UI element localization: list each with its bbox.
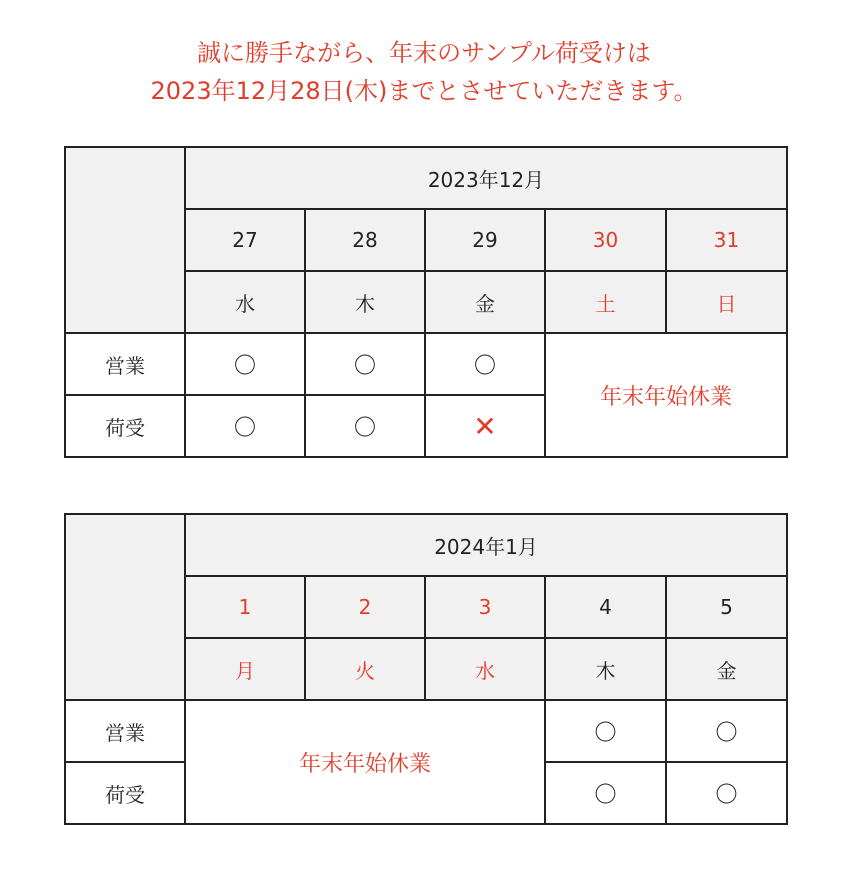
row-label-business: 営業: [65, 700, 185, 762]
calendar-table-2023-12: [64, 146, 788, 458]
weekday-cell: 水: [185, 271, 305, 333]
weekday-cell: 金: [425, 271, 545, 333]
open-mark: 〇: [666, 700, 787, 762]
calendar-table-2024-01: [64, 513, 788, 825]
month-header: 2023年12月: [185, 147, 787, 209]
row-label-receiving: 荷受: [65, 395, 185, 457]
date-cell: 5: [666, 576, 787, 638]
weekday-cell: 木: [545, 638, 666, 700]
date-cell-holiday: 2: [305, 576, 425, 638]
row-label-business: 営業: [65, 333, 185, 395]
weekday-cell-holiday: 月: [185, 638, 305, 700]
open-mark: 〇: [305, 395, 425, 457]
date-cell-holiday: 31: [666, 209, 787, 271]
weekday-cell-holiday: 水: [425, 638, 545, 700]
date-cell: 4: [545, 576, 666, 638]
open-mark: 〇: [185, 333, 305, 395]
row-label-receiving: 荷受: [65, 762, 185, 824]
month-header: 2024年1月: [185, 514, 787, 576]
weekday-cell-holiday: 土: [545, 271, 666, 333]
open-mark: 〇: [545, 762, 666, 824]
open-mark: 〇: [425, 333, 545, 395]
open-mark: 〇: [545, 700, 666, 762]
corner-cell: [65, 147, 185, 333]
closed-label: 年末年始休業: [185, 700, 545, 824]
closed-label: 年末年始休業: [545, 333, 787, 457]
date-cell-holiday: 1: [185, 576, 305, 638]
closure-notice: [0, 34, 848, 110]
notice-line-2: 2023年12月28日(木)までとさせていただきます。: [150, 77, 698, 105]
date-cell-holiday: 30: [545, 209, 666, 271]
date-cell: 29: [425, 209, 545, 271]
notice-line-1: 誠に勝手ながら、年末のサンプル荷受けは: [197, 39, 651, 67]
corner-cell: [65, 514, 185, 700]
weekday-cell: 金: [666, 638, 787, 700]
closed-cross-icon: ✕: [425, 395, 545, 457]
date-cell: 27: [185, 209, 305, 271]
weekday-cell: 木: [305, 271, 425, 333]
open-mark: 〇: [185, 395, 305, 457]
weekday-cell-holiday: 日: [666, 271, 787, 333]
open-mark: 〇: [666, 762, 787, 824]
weekday-cell-holiday: 火: [305, 638, 425, 700]
date-cell-holiday: 3: [425, 576, 545, 638]
date-cell: 28: [305, 209, 425, 271]
open-mark: 〇: [305, 333, 425, 395]
